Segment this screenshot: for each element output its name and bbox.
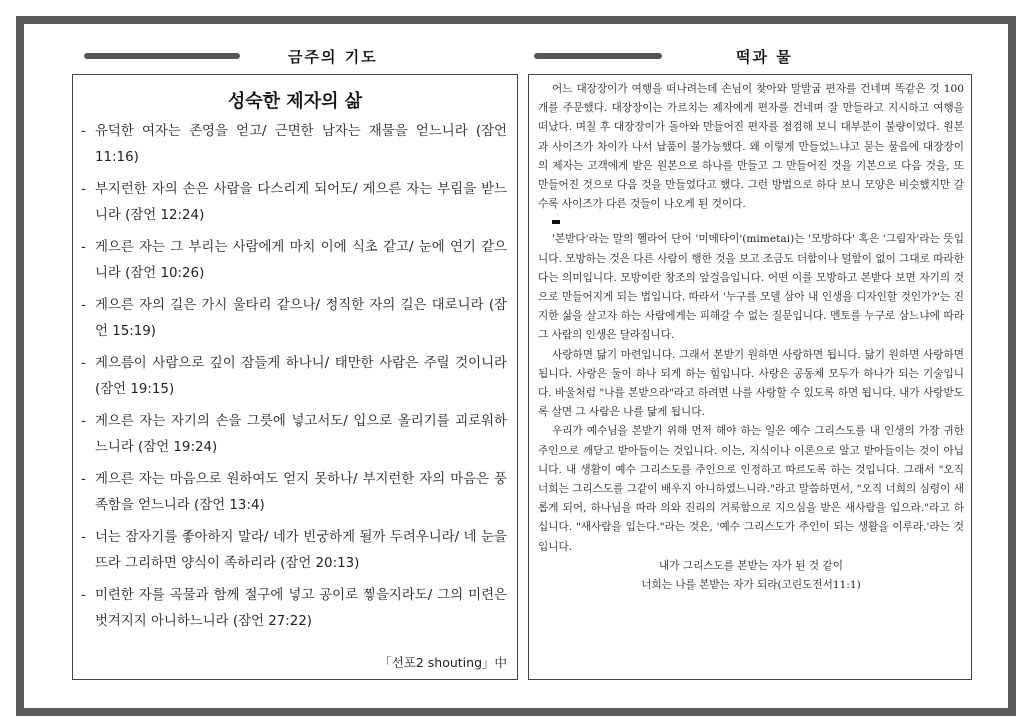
section-marker xyxy=(552,220,560,224)
right-header-title: 떡과 물 xyxy=(736,47,793,66)
verse-item: - 너는 잠자기를 좋아하지 말라/ 네가 빈궁하게 될까 두려우니라/ 네 눈을 뜨라 그리하면 양식이 족하리라 (잠언 20:13) xyxy=(81,525,507,577)
left-header-bar xyxy=(84,53,240,59)
left-header-title: 금주의 기도 xyxy=(288,47,378,66)
essay-box xyxy=(528,74,972,680)
essay-body xyxy=(529,75,971,595)
verse-item: - 게으른 자는 마음으로 원하여도 얻지 못하나/ 부지런한 자의 마음은 풍족함을 얻느니라 (잠언 13:4) xyxy=(81,467,507,519)
verse-list xyxy=(81,119,507,635)
closing-verse-line: 내가 그리스도를 본받는 자가 된 것 같이 xyxy=(659,559,843,572)
verse-item: - 게으른 자는 자기의 손을 그릇에 넣고서도/ 입으로 올리기를 괴로워하느니라 (잠언 19:24) xyxy=(81,409,507,461)
right-header-bar xyxy=(534,53,662,59)
essay-paragraph: 어느 대장장이가 여행을 떠나려는데 손님이 찾아와 말발굽 편자를 건네며 똑같은 것 100개를 주문했다. 대장장이는 가르치는 제자에게 편자를 건네며 잘 만들라고 지시하고 여행을 떠났다. 며칠 후 대장장이가 돌아와 만들어진 편자를 점검해 보니 대부분이 불량이었다. 원본과 사이즈가 차이가 나서 납품이 불가능했다. 왜 이렇게 만들었느냐고 묻는 물음에 대장장이의 제자는 고객에게 받은 원본으로 하나를 만들고 그 만들어진 것을 기본으로 다음 것을, 또 만들어진 것으로 다음 것을 만들었다고 했다. 그런 방법으로 하다 보니 모양은 비슷했지만 갈수록 사이즈가 다른 것들이 나오게 된 것이다. xyxy=(538,83,964,211)
prayer-title: 성숙한 제자의 삶 xyxy=(227,91,363,112)
page-frame xyxy=(16,16,1016,716)
verse-item: - 미련한 자를 곡물과 함께 절구에 넣고 공이로 찧을지라도/ 그의 미련은 벗겨지지 아니하느니라 (잠언 27:22) xyxy=(81,583,507,635)
essay-paragraph: 사랑하면 닮기 마련입니다. 그래서 본받기 원하면 사랑하면 됩니다. 닮기 원하면 사랑하면 됩니다. 사랑은 둘이 하나 되게 하는 힘입니다. 사랑은 공동체 모두가 하나가 되는 기술입니다. 바울처럼 "나를 본받으라"라고 하려면 나를 사랑할 수 있도록 하면 됩니다. 내가 사랑받도록 살면 그 사람은 나를 닮게 됩니다. xyxy=(538,348,964,419)
verse-item: - 부지런한 자의 손은 사람을 다스리게 되어도/ 게으른 자는 부림을 받느니라 (잠언 12:24) xyxy=(81,177,507,229)
right-header xyxy=(534,44,974,68)
prayer-box xyxy=(72,74,518,680)
verse-item: - 게으름이 사람으로 깊이 잠들게 하나니/ 태만한 사람은 주릴 것이니라 (잠언 19:15) xyxy=(81,351,507,403)
essay-paragraph: 우리가 예수님을 본받기 위해 먼저 해야 하는 일은 예수 그리스도를 내 인생의 가장 귀한 주인으로 깨닫고 받아들이는 것입니다. 이는, 지식이나 이론으로 알고 받아들이는 것이 아닙니다. 내 생활이 예수 그리스도를 주인으로 인정하고 따르도록 하는 것입니다. 그래서 "오직 너희는 그리스도를 그같이 배우지 아니하였느니라."라고 말씀하면서, "오직 너희의 심령이 새롭게 되어, 하나님을 따라 의와 진리의 거룩함으로 지으심을 받은 새사람을 입으라."라고 하십니다. "새사람을 입는다."라는 것은, '예수 그리스도가 주인이 되는 생활을 이루라.'라는 것입니다. xyxy=(538,425,964,553)
verse-item: - 게으른 자의 길은 가시 울타리 같으나/ 정직한 자의 길은 대로니라 (잠언 15:19) xyxy=(81,293,507,345)
essay-paragraph: '본받다'라는 말의 헬라어 단어 '미메타이'(mimetai)는 '모방하다' 혹은 '그림자'라는 뜻입니다. 모방하는 것은 다른 사람이 행한 것을 보고 조금도 더함이나 덜함이 없이 그대로 따라한다는 의미입니다. 모방이란 창조의 앞걸음입니다. 어떤 이를 모방하고 본받다 보면 자기의 것으로 만들어지게 되는 법입니다. 따라서 '누구를 모델 삼아 내 인생을 디자인할 것인가?'는 진지한 삶을 살고자 하는 사람에게는 피해갈 수 없는 질문입니다. 멘토를 누구로 삼느냐에 따라 그 사람의 인생은 달라집니다. xyxy=(538,233,964,342)
verse-item: - 게으른 자는 그 부리는 사람에게 마치 이에 식초 같고/ 눈에 연기 같으니라 (잠언 10:26) xyxy=(81,235,507,287)
left-header xyxy=(84,44,504,68)
verse-item: - 유덕한 여자는 존영을 얻고/ 근면한 남자는 재물을 얻느니라 (잠언 11:16) xyxy=(81,119,507,171)
source-citation: 「선포2 shouting」中 xyxy=(379,655,507,670)
closing-verse-line: 너희는 나를 본받는 자가 되라(고린도전서11:1) xyxy=(641,579,861,592)
